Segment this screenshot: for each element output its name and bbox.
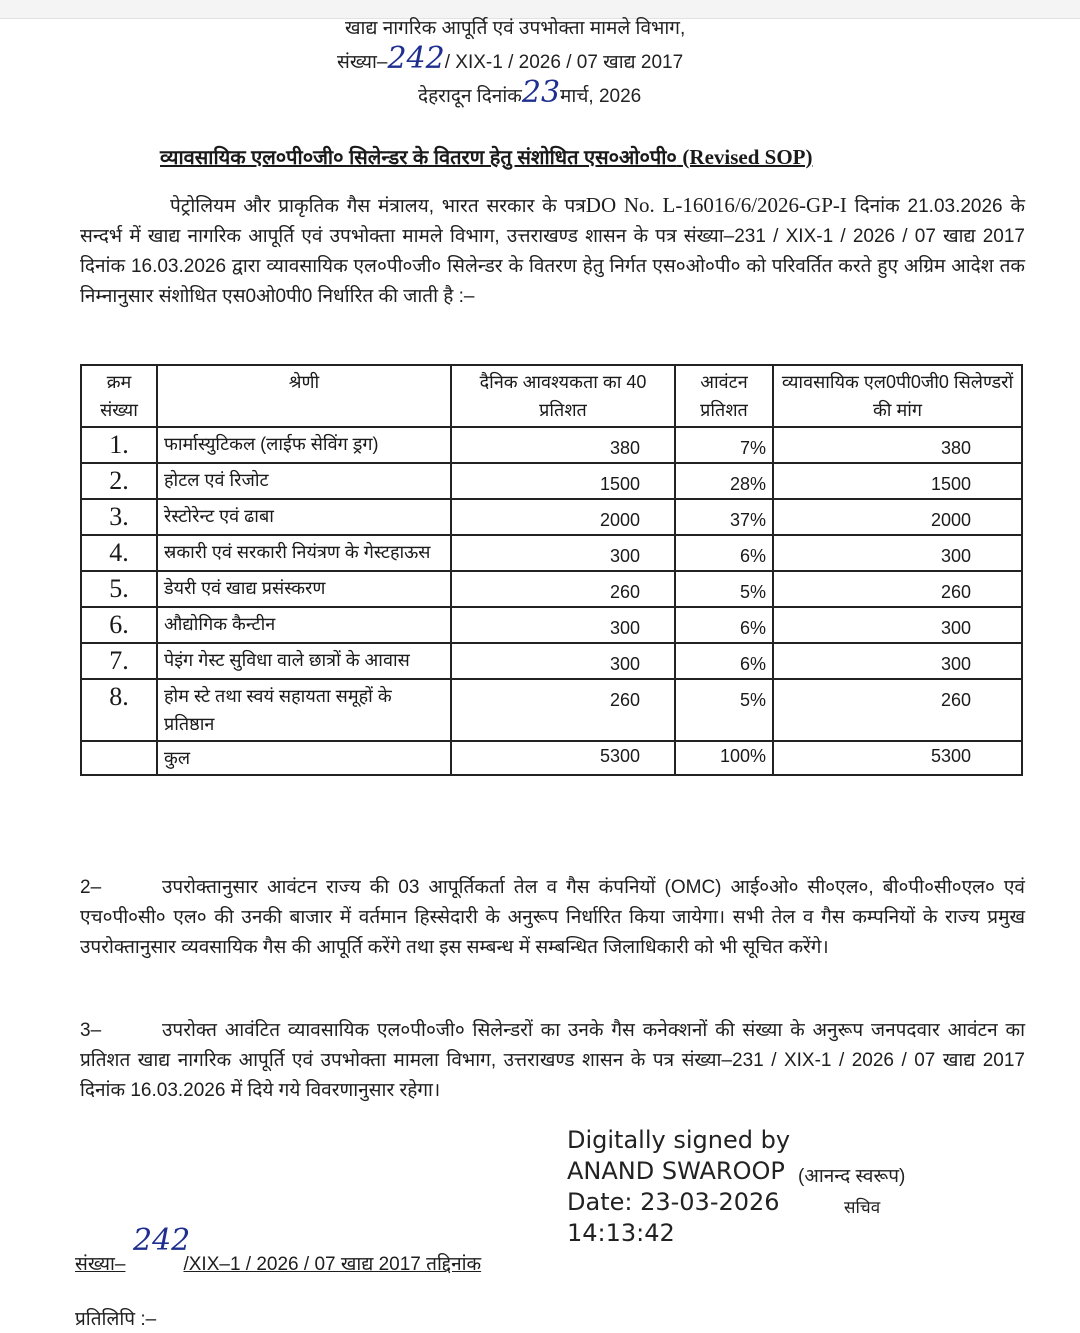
paragraph-2 — [80, 873, 1025, 963]
table-row — [81, 535, 1022, 571]
total-percent: 100% — [675, 741, 773, 775]
copy-ref-prefix: संख्या– — [75, 1254, 126, 1275]
row-category: होटल एवं रिजोट — [157, 463, 451, 499]
row-category: रेस्टोरेन्ट एवं ढाबा — [157, 499, 451, 535]
row-demand: 300 — [773, 607, 1022, 643]
row-category: फार्मास्युटिकल (लाईफ सेविंग ड्रग) — [157, 427, 451, 463]
row-requirement: 300 — [451, 535, 675, 571]
paragraph-2-text: उपरोक्तानुसार आवंटन राज्य की 03 आपूर्तिकर्ता तेल व गैस कंपनियों (OMC) आई०ओ० सी०एल०, बी०पी०सी०एल० एवं एच०पी०सी० एल० की उनकी बाजार में वर्तमान हिस्सेदारी के अनुरूप निर्धारित किया जायेगा। सभी तेल व गैस कम्पनियों के राज्य प्रमुख उपरोक्तानुसार व्यवसायिक गैस की आपूर्ति करेंगे तथा इस सम्बन्ध में सम्बन्धित जिलाधिकारी को भी सूचित करेंगे। — [80, 877, 1025, 958]
header-allocation-percent: आवंटन प्रतिशत — [675, 365, 773, 427]
row-demand: 300 — [773, 535, 1022, 571]
row-requirement: 2000 — [451, 499, 675, 535]
copy-reference — [75, 1250, 481, 1276]
signer-designation: सचिव — [844, 1198, 881, 1217]
row-requirement: 300 — [451, 643, 675, 679]
row-category: स्रकारी एवं सरकारी नियंत्रण के गेस्टहाऊस — [157, 535, 451, 571]
row-demand: 300 — [773, 643, 1022, 679]
reference-number — [337, 41, 684, 76]
row-requirement: 260 — [451, 571, 675, 607]
handwritten-date-day: 23 — [521, 75, 561, 110]
paragraph-3-number: 3– — [80, 1020, 102, 1041]
signer-name: ANAND SWAROOP — [567, 1157, 785, 1185]
row-percent: 28% — [675, 463, 773, 499]
header-category: श्रेणी — [157, 365, 451, 427]
place-date — [418, 75, 642, 110]
date-suffix: मार्च, 2026 — [560, 86, 642, 107]
table-row — [81, 463, 1022, 499]
intro-paragraph — [80, 190, 1025, 312]
row-serial: 8. — [81, 679, 157, 741]
paragraph-3 — [80, 1016, 1025, 1106]
signature-date: Date: 23-03-2026 — [567, 1188, 780, 1216]
row-serial: 1. — [81, 427, 157, 463]
handwritten-copy-ref-number: 242 — [133, 1223, 191, 1258]
title-hindi: व्यावसायिक एल०पी०जी० सिलेन्डर के वितरण हेतु संशोधित एस०ओ०पी० — [160, 147, 677, 169]
row-requirement: 260 — [451, 679, 675, 741]
table-row — [81, 499, 1022, 535]
row-category: पेइंग गेस्ट सुविधा वाले छात्रों के आवास — [157, 643, 451, 679]
row-percent: 37% — [675, 499, 773, 535]
row-percent: 7% — [675, 427, 773, 463]
row-category: डेयरी एवं खाद्य प्रसंस्करण — [157, 571, 451, 607]
row-serial: 3. — [81, 499, 157, 535]
paragraph-2-number: 2– — [80, 877, 102, 898]
paragraph-3-text: उपरोक्त आवंटित व्यावसायिक एल०पी०जी० सिलेन्डरों का उनके गैस कनेक्शनों की संख्या के अनुरूप जनपदवार आवंटन का प्रतिशत खाद्य नागरिक आपूर्ति एवं उपभोक्ता मामला विभाग, उत्तराखण्ड शासन के पत्र संख्या–231 / XIX-1 / 2026 / 07 खाद्य 2017 दिनांक 16.03.2026 में दिये गये विवरणानुसार रहेगा। — [80, 1020, 1025, 1101]
department-name — [345, 14, 685, 40]
row-serial: 2. — [81, 463, 157, 499]
total-serial — [81, 741, 157, 775]
do-reference: DO No. L-16016/6/2026-GP-I — [585, 193, 847, 217]
table-total-row — [81, 741, 1022, 775]
copy-ref-suffix: /XIX–1 / 2026 / 07 खाद्य 2017 तद्दिनांक — [183, 1254, 482, 1275]
allocation-table — [80, 364, 1023, 776]
table-row — [81, 679, 1022, 741]
row-demand: 380 — [773, 427, 1022, 463]
total-requirement: 5300 — [451, 741, 675, 775]
row-serial: 6. — [81, 607, 157, 643]
row-serial: 5. — [81, 571, 157, 607]
row-requirement: 300 — [451, 607, 675, 643]
department-text: खाद्य नागरिक आपूर्ति एवं उपभोक्ता मामले विभाग, — [345, 18, 686, 39]
row-requirement: 380 — [451, 427, 675, 463]
signature-time: 14:13:42 — [567, 1219, 675, 1247]
row-percent: 6% — [675, 535, 773, 571]
table-row — [81, 643, 1022, 679]
signature-label: Digitally signed by — [567, 1126, 791, 1154]
header-cylinder-demand: व्यावसायिक एल0पी0जी0 सिलेण्डरों की मांग — [773, 365, 1022, 427]
intro-text-2: दिनांक 21.03.2026 के सन्दर्भ में खाद्य नागरिक आपूर्ति एवं उपभोक्ता मामले विभाग, उत्तराखण्ड शासन के पत्र संख्या–231 / XIX-1 / 2026 / 07 खाद्य 2017 दिनांक 16.03.2026 द्वारा व्यावसायिक एल०पी०जी० सिलेन्डर के वितरण हेतु निर्गत एस०ओ०पी० को परिवर्तित करते हुए अग्रिम आदेश तक निम्नानुसार संशोधित एस0ओ0पी0 निर्धारित की जाती है :– — [80, 196, 1025, 307]
total-label: कुल — [157, 741, 451, 775]
table-row — [81, 427, 1022, 463]
header-serial: क्रम संख्या — [81, 365, 157, 427]
ref-suffix: / XIX-1 / 2026 / 07 खाद्य 2017 — [444, 52, 684, 73]
title-english: (Revised SOP) — [682, 145, 813, 169]
row-demand: 2000 — [773, 499, 1022, 535]
handwritten-ref-number: 242 — [387, 41, 445, 76]
row-category: औद्योगिक कैन्टीन — [157, 607, 451, 643]
table-row — [81, 571, 1022, 607]
signer-name-hindi: (आनन्द स्वरूप) — [798, 1166, 906, 1187]
document-title — [160, 143, 940, 170]
copy-to-label: प्रतिलिपि :– — [75, 1309, 157, 1330]
digital-signature — [567, 1125, 790, 1249]
row-demand: 1500 — [773, 463, 1022, 499]
header-daily-requirement: दैनिक आवश्यकता का 40 प्रतिशत — [451, 365, 675, 427]
row-percent: 5% — [675, 679, 773, 741]
row-requirement: 1500 — [451, 463, 675, 499]
place-date-prefix: देहरादून दिनांक — [418, 86, 522, 107]
row-category: होम स्टे तथा स्वयं सहायता समूहों के प्रतिष्ठान — [157, 679, 451, 741]
total-demand: 5300 — [773, 741, 1022, 775]
row-percent: 6% — [675, 643, 773, 679]
table-header-row — [81, 365, 1022, 427]
row-serial: 7. — [81, 643, 157, 679]
row-percent: 6% — [675, 607, 773, 643]
intro-text-1: पेट्रोलियम और प्राकृतिक गैस मंत्रालय, भारत सरकार के पत्र — [170, 196, 586, 217]
row-percent: 5% — [675, 571, 773, 607]
table-row — [81, 607, 1022, 643]
row-demand: 260 — [773, 571, 1022, 607]
row-serial: 4. — [81, 535, 157, 571]
ref-prefix: संख्या– — [337, 52, 388, 73]
row-demand: 260 — [773, 679, 1022, 741]
